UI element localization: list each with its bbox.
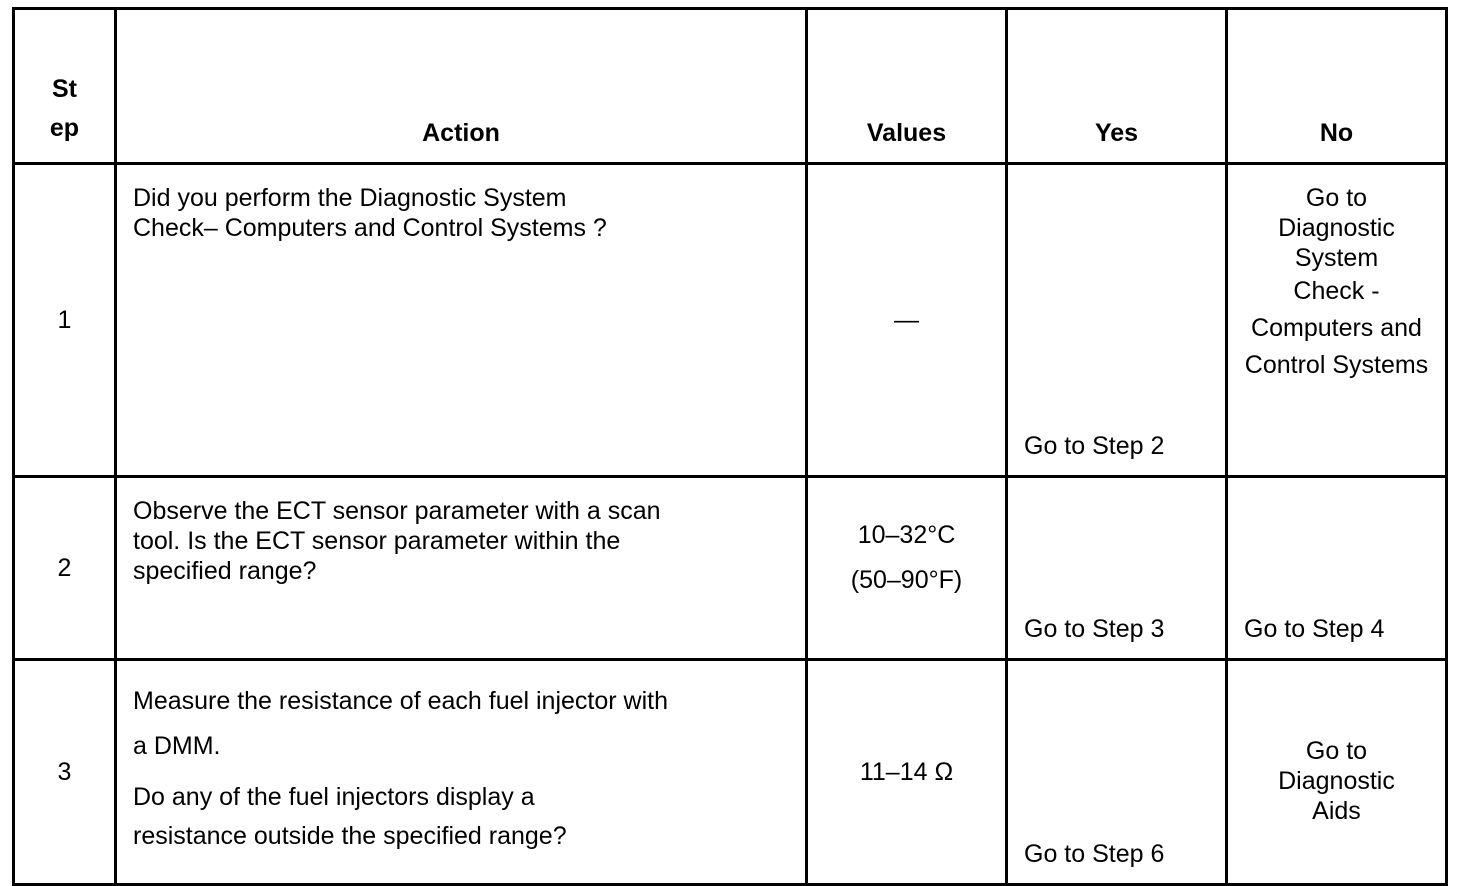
header-values: Values: [807, 9, 1007, 164]
header-step: [14, 9, 116, 164]
action-line: tool. Is the ECT sensor parameter within the: [133, 527, 621, 555]
no-cell: [1227, 660, 1447, 885]
yes-cell: Go to Step 6: [1007, 660, 1227, 885]
no-line: Aids: [1312, 797, 1361, 825]
action-line: a DMM.: [133, 732, 221, 760]
table-row: [14, 164, 1447, 477]
no-line: Diagnostic: [1278, 214, 1395, 242]
table-row: [14, 660, 1447, 885]
table-header-row: [14, 9, 1447, 164]
values-cell: [807, 660, 1007, 885]
values-line: —: [894, 306, 919, 334]
yes-cell: Go to Step 2: [1007, 164, 1227, 477]
action-line: Do any of the fuel injectors display a: [133, 783, 535, 811]
header-yes: Yes: [1007, 9, 1227, 164]
no-line: Computers and: [1251, 314, 1422, 342]
values-line: (50–90°F): [850, 566, 963, 594]
action-cell: [116, 477, 807, 660]
yes-cell: Go to Step 3: [1007, 477, 1227, 660]
action-line: resistance outside the specified range?: [133, 822, 567, 850]
action-line: Measure the resistance of each fuel injector with: [133, 687, 668, 715]
no-line: Diagnostic: [1278, 767, 1395, 795]
no-line: System: [1294, 244, 1379, 272]
header-action: Action: [116, 9, 807, 164]
table-row: [14, 477, 1447, 660]
step-cell: 1: [14, 164, 116, 477]
values-cell: [807, 477, 1007, 660]
no-cell: [1227, 164, 1447, 477]
no-line: Go to Step 4: [1244, 615, 1385, 643]
diagnostic-table: [12, 7, 1448, 886]
step-cell: 2: [14, 477, 116, 660]
no-cell: [1227, 477, 1447, 660]
action-cell: [116, 660, 807, 885]
header-no: No: [1227, 9, 1447, 164]
action-line: Did you perform the Diagnostic System: [133, 184, 567, 212]
values-line: 11–14 Ω: [859, 758, 954, 786]
no-line: Go to: [1305, 737, 1368, 765]
no-line: Check -: [1293, 277, 1380, 305]
action-cell: [116, 164, 807, 477]
no-line: Go to: [1305, 184, 1368, 212]
no-line: Control Systems: [1244, 351, 1429, 379]
action-line: specified range?: [133, 557, 317, 585]
values-line: 10–32°C: [857, 521, 956, 549]
action-line: Check– Computers and Control Systems ?: [133, 214, 607, 242]
action-line: Observe the ECT sensor parameter with a scan: [133, 497, 661, 525]
step-cell: 3: [14, 660, 116, 885]
values-cell: [807, 164, 1007, 477]
header-step-label: St ep: [49, 75, 80, 142]
